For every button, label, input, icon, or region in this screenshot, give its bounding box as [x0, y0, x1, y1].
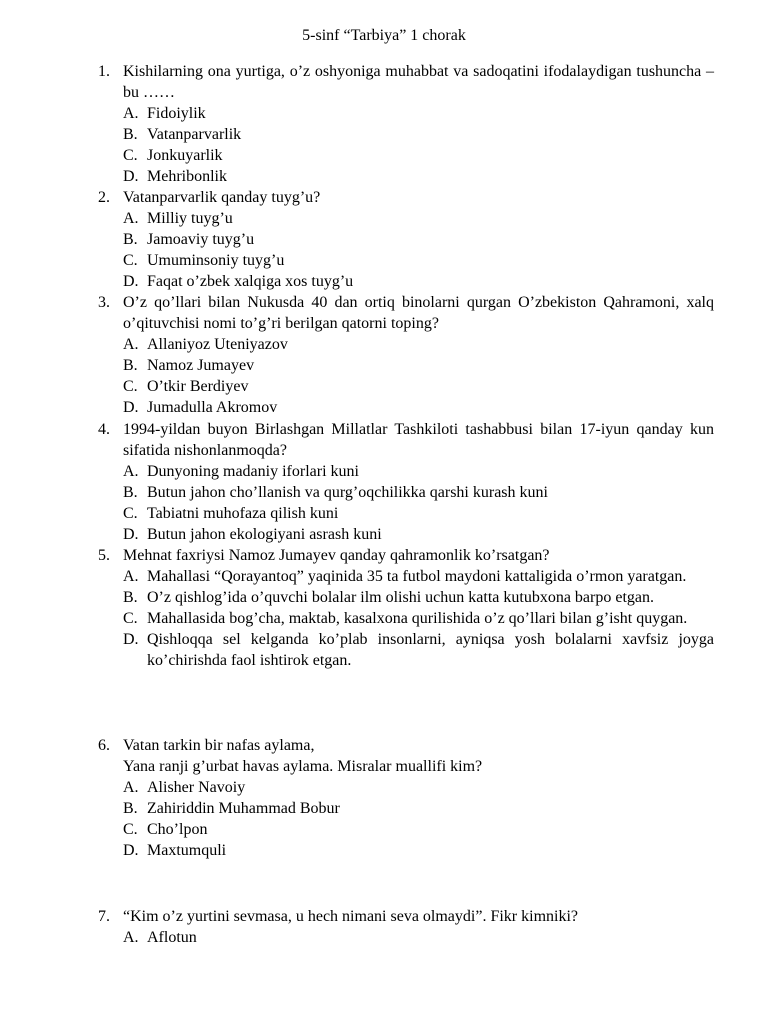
- option-letter: B.: [123, 800, 138, 817]
- question-number: 5.: [98, 547, 110, 564]
- option-a: [123, 461, 714, 482]
- option-c: [123, 819, 714, 840]
- question-stem: [98, 419, 714, 461]
- option-text: O’tkir Berdiyev: [147, 378, 249, 395]
- option-d: [123, 166, 714, 187]
- question-stem: [98, 735, 714, 777]
- option-letter: C.: [123, 378, 138, 395]
- option-letter: A.: [123, 779, 139, 796]
- option-d: [123, 397, 714, 418]
- page-title: 5-sinf “Tarbiya” 1 chorak: [302, 27, 466, 44]
- question-text: O’z qo’llari bilan Nukusda 40 dan ortiq binolarni qurgan O’zbekiston Qahramoni, xalq o’qituvchisi nomi to’g’ri berilgan qatorni toping?: [123, 294, 714, 332]
- question-3: [98, 292, 714, 418]
- question-stem: [98, 61, 714, 103]
- option-letter: B.: [123, 357, 138, 374]
- option-text: Jumadulla Akromov: [147, 399, 278, 416]
- option-text: Umuminsoniy tuyg’u: [147, 252, 285, 269]
- option-a: [123, 334, 714, 355]
- question-text-line-2: Yana ranji g’urbat havas aylama. Misralar muallifi kim?: [123, 758, 483, 775]
- question-1: [98, 61, 714, 187]
- option-text: Faqat o’zbek xalqiga xos tuyg’u: [147, 273, 354, 290]
- option-letter: B.: [123, 484, 138, 501]
- question-number: 4.: [98, 421, 110, 438]
- option-letter: D.: [123, 273, 139, 290]
- option-text: Aflotun: [147, 929, 197, 946]
- question-text-line-1: Vatan tarkin bir nafas aylama,: [123, 737, 315, 754]
- option-b: [123, 355, 714, 376]
- question-number: 2.: [98, 189, 110, 206]
- question-text: [123, 735, 714, 777]
- option-letter: D.: [123, 631, 139, 648]
- option-letter: D.: [123, 399, 139, 416]
- option-letter: D.: [123, 526, 139, 543]
- question-text: Kishilarning ona yurtiga, o’z oshyoniga muhabbat va sadoqatini ifodalaydigan tushuncha – bu ……: [123, 63, 714, 101]
- option-text: Dunyoning madaniy iforlari kuni: [147, 463, 359, 480]
- option-c: [123, 608, 714, 629]
- option-d: [123, 629, 714, 671]
- option-text: Vatanparvarlik: [147, 126, 242, 143]
- option-text: Fidoiylik: [147, 105, 206, 122]
- question-stem: [98, 292, 714, 334]
- option-text: Butun jahon ekologiyani asrash kuni: [147, 526, 382, 543]
- option-letter: A.: [123, 463, 139, 480]
- option-text: Mehribonlik: [147, 168, 227, 185]
- question-stem: [98, 906, 714, 927]
- option-letter: A.: [123, 210, 139, 227]
- option-a: [123, 103, 714, 124]
- option-letter: B.: [123, 589, 138, 606]
- option-letter: C.: [123, 821, 138, 838]
- option-text: Jonkuyarlik: [147, 147, 223, 164]
- option-letter: C.: [123, 505, 138, 522]
- question-text: Vatanparvarlik qanday tuyg’u?: [123, 189, 321, 206]
- option-text: Maxtumquli: [147, 842, 227, 859]
- question-4: [98, 419, 714, 545]
- option-letter: C.: [123, 147, 138, 164]
- option-a: [123, 927, 714, 948]
- option-text: Alisher Navoiy: [147, 779, 246, 796]
- option-text: Cho’lpon: [147, 821, 208, 838]
- option-d: [123, 271, 714, 292]
- option-a: [123, 777, 714, 798]
- option-letter: A.: [123, 929, 139, 946]
- option-a: [123, 566, 714, 587]
- option-text: Qishloqqa sel kelganda ko’plab insonlarni, ayniqsa yosh bolalarni xavfsiz joyga ko’chirishda faol ishtirok etgan.: [147, 631, 714, 669]
- option-b: [123, 798, 714, 819]
- option-text: Namoz Jumayev: [147, 357, 255, 374]
- option-text: Mahallasi “Qorayantoq” yaqinida 35 ta futbol maydoni kattaligida o’rmon yaratgan.: [147, 568, 687, 585]
- option-letter: A.: [123, 568, 139, 585]
- option-d: [123, 524, 714, 545]
- option-b: [123, 482, 714, 503]
- question-5: [98, 545, 714, 671]
- question-number: 7.: [98, 908, 110, 925]
- question-stem: [98, 545, 714, 566]
- option-b: [123, 587, 714, 608]
- option-letter: A.: [123, 336, 139, 353]
- option-text: O’z qishlog’ida o’quvchi bolalar ilm olishi uchun katta kutubxona barpo etgan.: [147, 589, 654, 606]
- option-text: Jamoaviy tuyg’u: [147, 231, 255, 248]
- question-stem: [98, 187, 714, 208]
- question-number: 1.: [98, 63, 110, 80]
- option-letter: B.: [123, 231, 138, 248]
- option-d: [123, 840, 714, 861]
- option-letter: D.: [123, 842, 139, 859]
- option-letter: C.: [123, 252, 138, 269]
- question-6: [98, 735, 714, 861]
- question-text: “Kim o’z yurtini sevmasa, u hech nimani seva olmaydi”. Fikr kimniki?: [123, 908, 579, 925]
- option-c: [123, 250, 714, 271]
- option-b: [123, 124, 714, 145]
- option-text: Zahiriddin Muhammad Bobur: [147, 800, 340, 817]
- question-number: 3.: [98, 294, 110, 311]
- question-number: 6.: [98, 737, 110, 754]
- option-c: [123, 376, 714, 397]
- option-c: [123, 503, 714, 524]
- option-b: [123, 229, 714, 250]
- option-letter: C.: [123, 610, 138, 627]
- option-text: Butun jahon cho’llanish va qurg’oqchilikka qarshi kurash kuni: [147, 484, 548, 501]
- option-letter: D.: [123, 168, 139, 185]
- option-text: Milliy tuyg’u: [147, 210, 233, 227]
- option-text: Allaniyoz Uteniyazov: [147, 336, 288, 353]
- option-a: [123, 208, 714, 229]
- option-letter: B.: [123, 126, 138, 143]
- question-7: [98, 906, 714, 948]
- question-2: [98, 187, 714, 292]
- question-text: 1994-yildan buyon Birlashgan Millatlar Tashkiloti tashabbusi bilan 17-iyun qanday kun sifatida nishonlanmoqda?: [123, 421, 714, 459]
- option-text: Mahallasida bog’cha, maktab, kasalxona qurilishida o’z qo’llari bilan g’isht quygan.: [147, 610, 688, 627]
- question-text: Mehnat faxriysi Namoz Jumayev qanday qahramonlik ko’rsatgan?: [123, 547, 550, 564]
- option-text: Tabiatni muhofaza qilish kuni: [147, 505, 339, 522]
- option-letter: A.: [123, 105, 139, 122]
- option-c: [123, 145, 714, 166]
